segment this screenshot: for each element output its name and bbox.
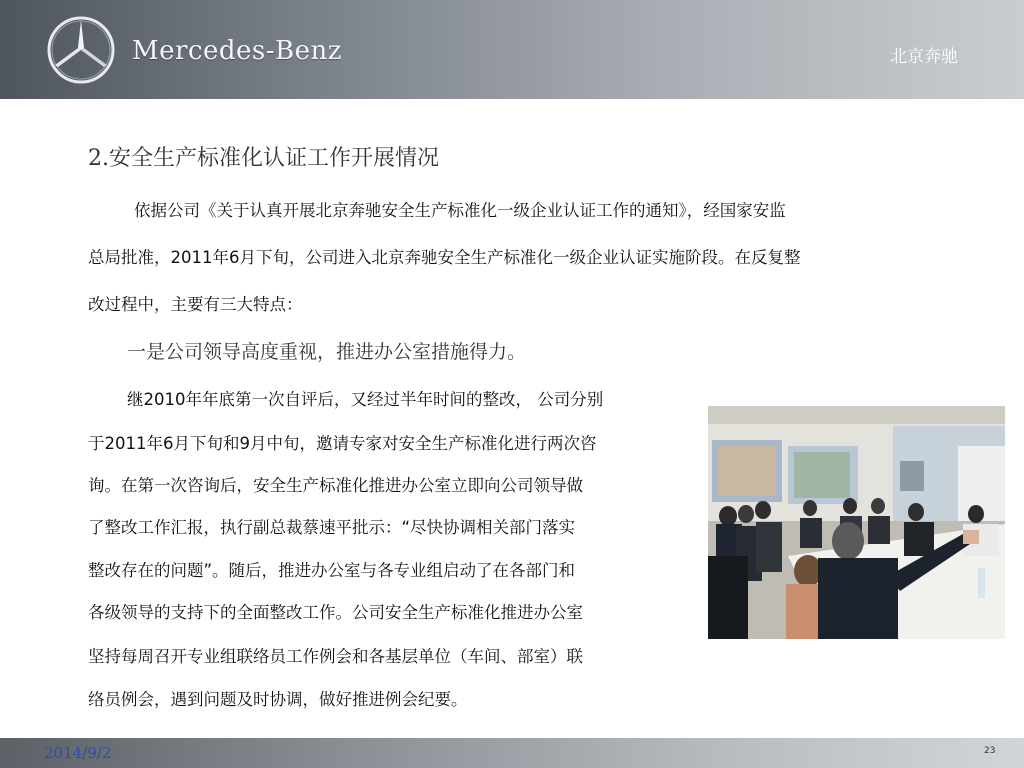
footer-bar: [0, 738, 1024, 768]
page-title: 2.安全生产标准化认证工作开展情况: [88, 146, 439, 171]
intro-line: 依据公司《关于认真开展北京奔驰安全生产标准化一级企业认证工作的通知》，经国家安监: [134, 201, 786, 220]
page-number: 23: [984, 746, 996, 756]
body-line: 各级领导的支持下的全面整改工作。公司安全生产标准化推进办公室: [88, 603, 583, 622]
body-line: 于2011年6月下旬和9月中旬，邀请专家对安全生产标准化进行两次咨: [88, 434, 597, 453]
body-line: 继2010年年底第一次自评后，又经过半年时间的整改， 公司分别: [127, 390, 604, 409]
intro-line: 改过程中，主要有三大特点：: [88, 295, 303, 314]
body-line: 坚持每周召开专业组联络员工作例会和各基层单位（车间、部室）联: [88, 647, 583, 666]
mercedes-star-icon: [46, 15, 116, 85]
meeting-photo: [708, 406, 1005, 639]
body-line: 络员例会，遇到问题及时协调，做好推进例会纪要。: [88, 690, 468, 709]
body-line: 整改存在的问题”。随后，推进办公室与各专业组启动了在各部门和: [88, 561, 576, 580]
header-right-label: 北京奔驰: [890, 47, 958, 67]
intro-line: 总局批准，2011年6月下旬，公司进入北京奔驰安全生产标准化一级企业认证实施阶段。在反复整: [88, 248, 801, 267]
body-line: 询。在第一次咨询后，安全生产标准化推进办公室立即向公司领导做: [88, 476, 583, 495]
body-line: 了整改工作汇报，执行副总裁蔡速平批示：“尽快协调相关部门落实: [88, 518, 576, 537]
brand-name: Mercedes-Benz: [132, 36, 342, 66]
footer-date: 2014/9/2: [44, 744, 112, 762]
subheading: 一是公司领导高度重视，推进办公室措施得力。: [127, 341, 527, 363]
